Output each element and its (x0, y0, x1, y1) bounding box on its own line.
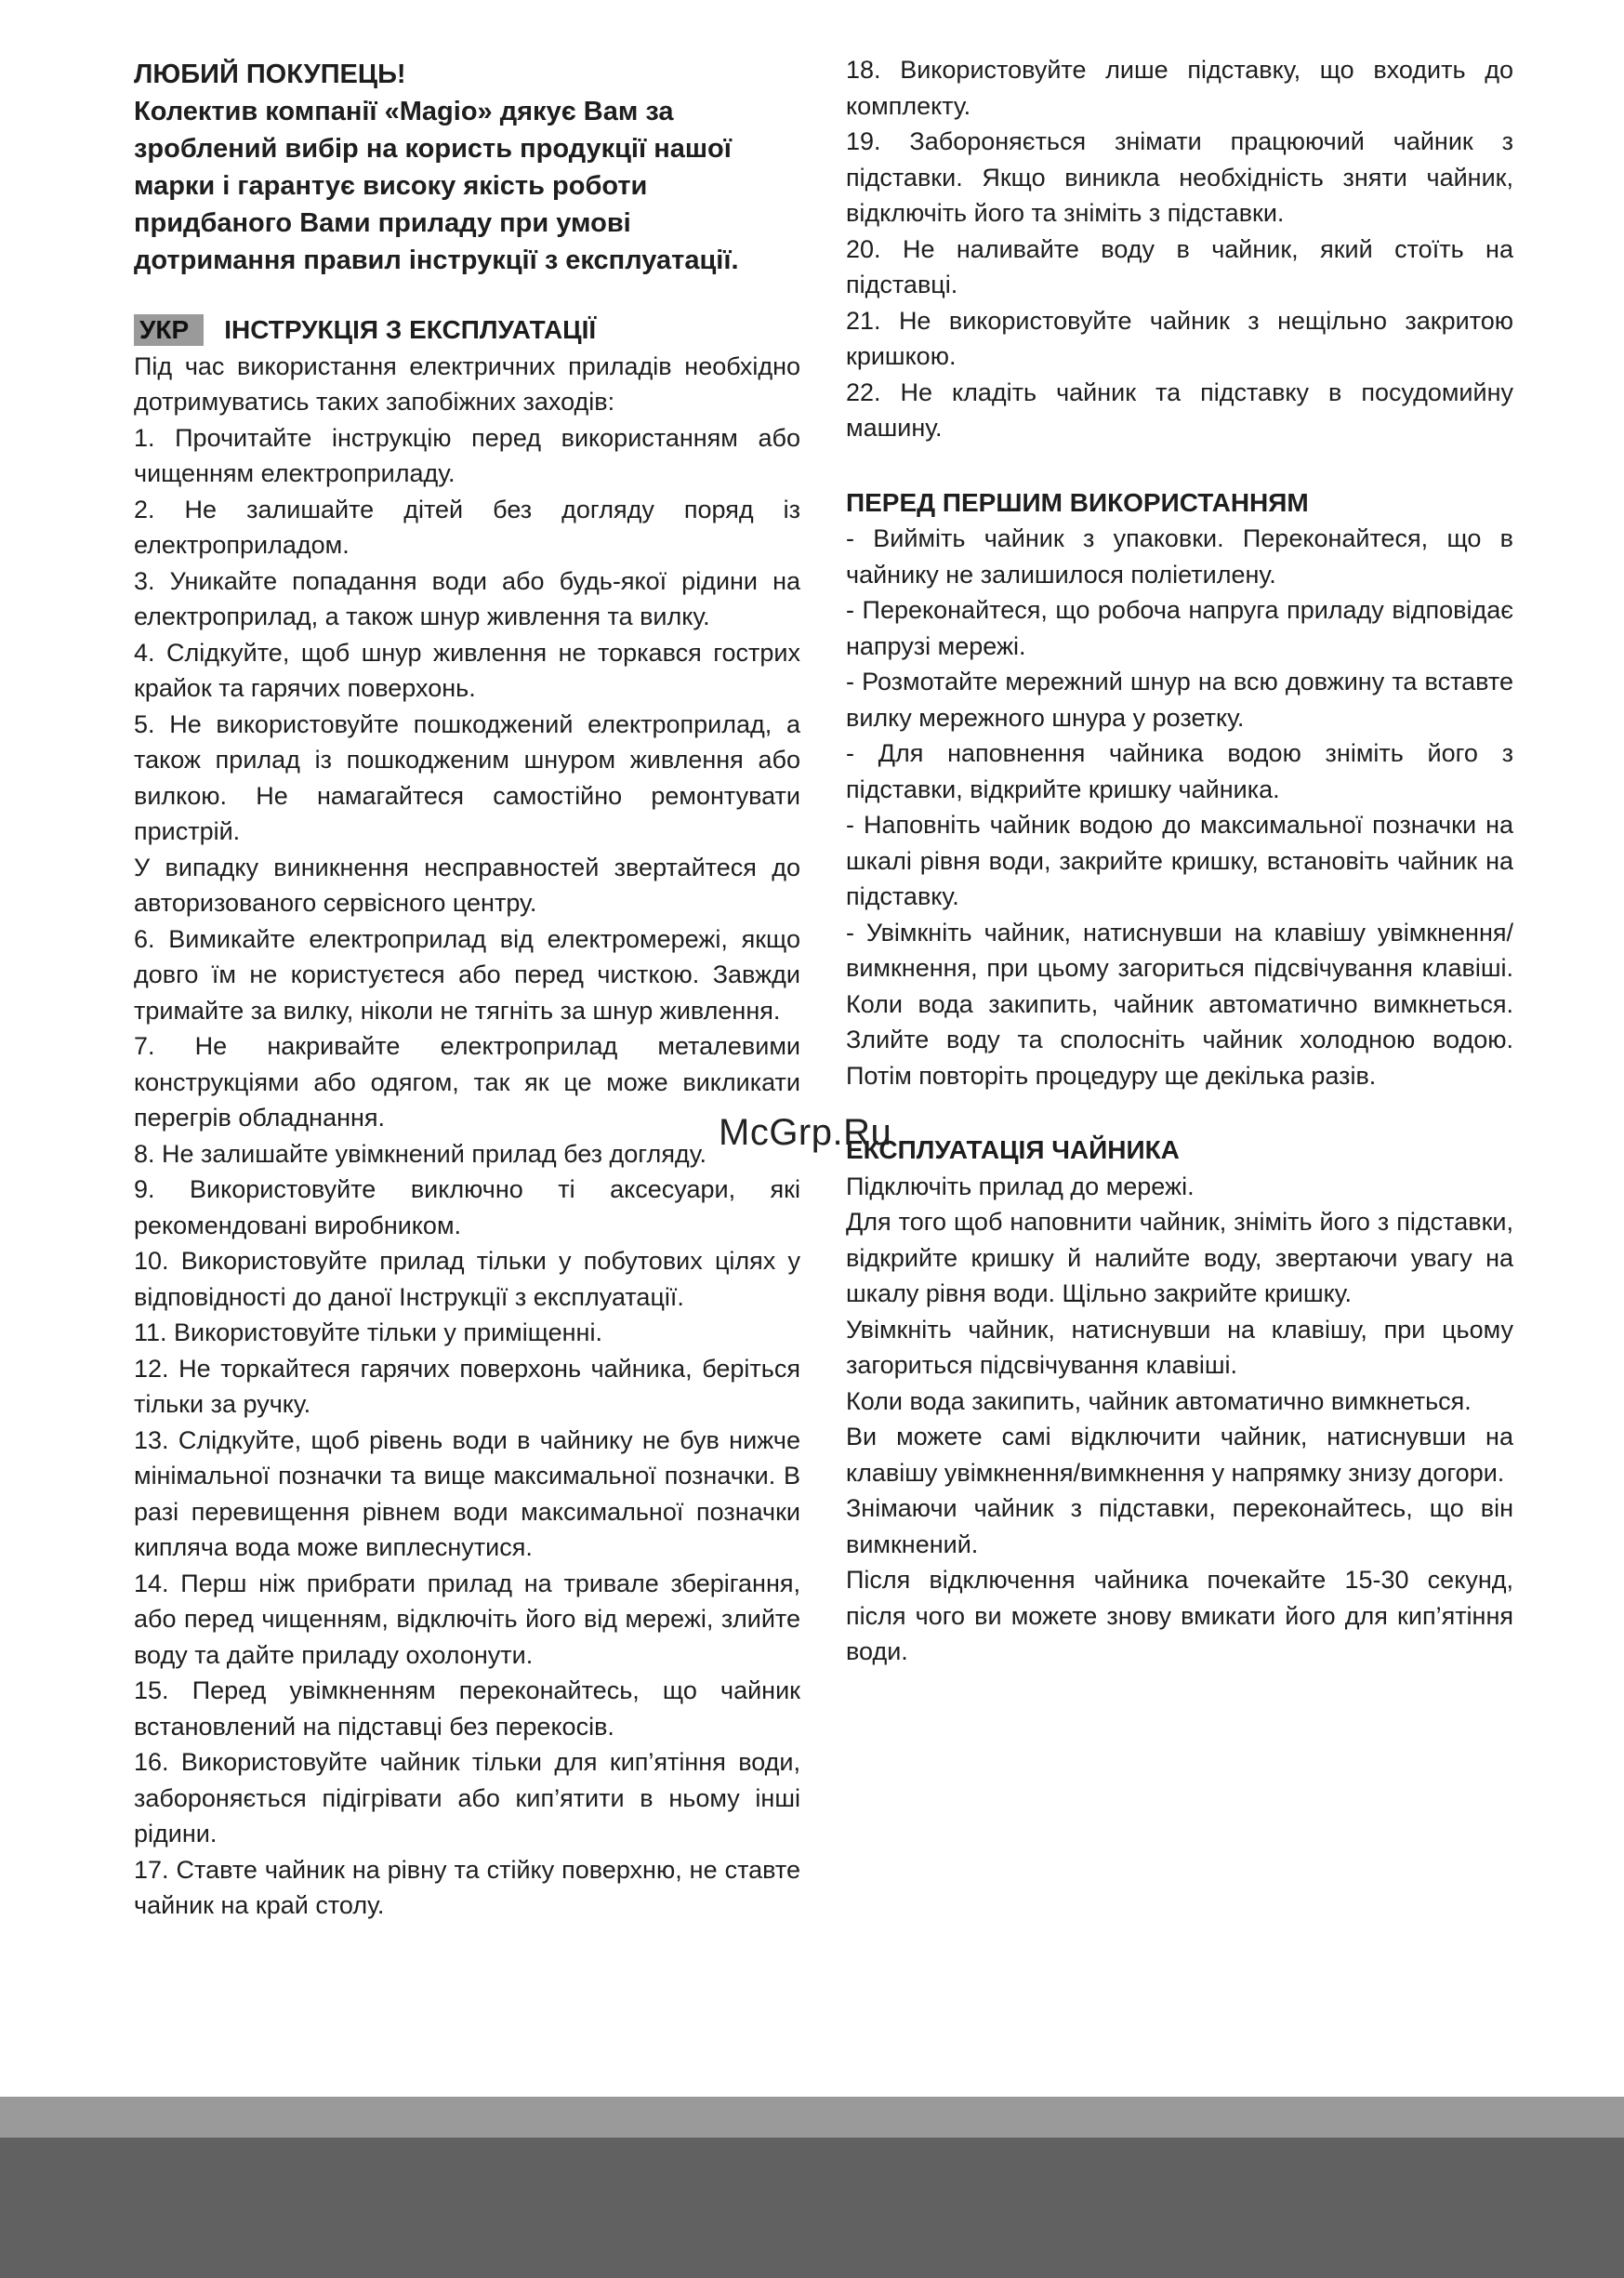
watermark-text: McGrp.Ru (719, 1112, 892, 1153)
greeting-block (134, 56, 800, 279)
operation-item: Ви можете самі відключити чайник, натиснувши на клавішу увімкнення/вимкнення у напрямку знизу догори. (846, 1423, 1513, 1487)
footer-band-light (0, 2097, 1624, 2138)
safety-item: 22. Не кладіть чайник та підставку в посудомийну машину. (846, 377, 1513, 442)
instructions-intro: Під час використання електричних приладів необхідно дотримуватись таких запобіжних заходів: (134, 351, 800, 416)
first-use-item: - Для наповнення чайника водою зніміть його з підставки, відкрийте кришку чайника. (846, 739, 1513, 803)
safety-item: 8. Не залишайте увімкнений прилад без догляду. (134, 1139, 706, 1168)
operation-item: Коли вода закипить, чайник автоматично вимкнеться. (846, 1386, 1472, 1415)
greeting-title: ЛЮБИЙ ПОКУПЕЦЬ! (134, 60, 406, 89)
greeting-text: Колектив компанії «Magio» дякує Вам за зроблений вибір на користь продукції нашої марки і гарантує високу якість роботи придбаного Вами приладу при умові дотримання правил інструкції з експлуатації. (134, 97, 739, 275)
safety-item: 10. Використовуйте прилад тільки у побутових цілях у відповідності до даної Інструкції з експлуатації. (134, 1247, 800, 1311)
first-use-item: - Увімкніть чайник, натиснувши на клавішу увімкнення/вимкнення, при цьому загориться підсвічування клавіші. Коли вода закипить, чайник автоматично вимкнеться. Злийте воду та сполосніть чайник холодною водою. Потім повторіть процедуру ще декілька разів. (846, 918, 1513, 1090)
safety-item: 5. Не використовуйте пошкоджений електроприлад, а також прилад із пошкодженим шнуром живлення або вилкою. Не намагайтеся самостійно ремонтувати пристрій. (134, 709, 800, 845)
operation-title: ЕКСПЛУАТАЦІЯ ЧАЙНИКА (846, 1135, 1180, 1164)
safety-item: 16. Використовуйте чайник тільки для кип’ятіння води, забороняється підігрівати або кип’ятити в ньому інші рідини. (134, 1748, 800, 1848)
safety-item: 15. Перед увімкненням переконайтесь, що чайник встановлений на підставці без перекосів. (134, 1676, 800, 1741)
safety-item: 21. Не використовуйте чайник з нещільно закритою кришкою. (846, 306, 1513, 370)
operation-item: Після відключення чайника почекайте 15-30 секунд, після чого ви можете знову вмикати його для кип’ятіння води. (846, 1566, 1513, 1665)
safety-item: 6. Вимикайте електроприлад від електромережі, якщо довго їм не користуєтеся або перед чисткою. Завжди тримайте за вилку, ніколи не тягніть за шнур живлення. (134, 924, 800, 1025)
safety-item: 11. Використовуйте тільки у приміщенні. (134, 1318, 602, 1346)
footer-band-dark (0, 2138, 1624, 2278)
safety-item: У випадку виникнення несправностей звертайтеся до авторизованого сервісного центру. (134, 853, 800, 917)
operation-item: Для того щоб наповнити чайник, зніміть його з підставки, відкрийте кришку й налийте воду, звертаючи увагу на шкалу рівня води. Щільно закрийте кришку. (846, 1208, 1513, 1307)
safety-item: 4. Слідкуйте, щоб шнур живлення не торкався гострих крайок та гарячих поверхонь. (134, 638, 800, 702)
safety-item: 14. Перш ніж прибрати прилад на тривале зберігання, або перед чищенням, відключіть його від мережі, злийте воду та дайте приладу охолонути. (134, 1569, 800, 1669)
safety-item: 12. Не торкайтеся гарячих поверхонь чайника, беріться тільки за ручку. (134, 1354, 800, 1418)
operation-item: Підключіть прилад до мережі. (846, 1172, 1195, 1200)
safety-item: 20. Не наливайте воду в чайник, який стоїть на підставці. (846, 234, 1513, 298)
safety-item: 18. Використовуйте лише підставку, що входить до комплекту. (846, 56, 1513, 120)
safety-item: 3. Уникайте попадання води або будь-якої рідини на електроприлад, а також шнур живлення та вилку. (134, 566, 800, 630)
first-use-item: - Наповніть чайник водою до максимальної позначки на шкалі рівня води, закрийте кришку, встановіть чайник на підставку. (846, 811, 1513, 910)
right-column (846, 52, 1513, 1670)
safety-item: 2. Не залишайте дітей без догляду поряд із електроприладом. (134, 495, 800, 559)
safety-item: 19. Забороняється знімати працюючий чайник з підставки. Якщо виникла необхідність зняти чайник, відключіть його та зніміть з підставки. (846, 127, 1513, 227)
safety-item: 17. Ставте чайник на рівну та стійку поверхню, не ставте чайник на край столу. (134, 1855, 800, 1919)
instructions-heading (134, 312, 800, 349)
first-use-item: - Розмотайте мережний шнур на всю довжину та вставте вилку мережного шнура у розетку. (846, 668, 1513, 732)
operation-item: Знімаючи чайник з підставки, переконайтесь, що він вимкнений. (846, 1494, 1513, 1558)
first-use-item: - Вийміть чайник з упаковки. Переконайтеся, що в чайнику не залишилося поліетилену. (846, 524, 1513, 589)
instructions-title: ІНСТРУКЦІЯ З ЕКСПЛУАТАЦІЇ (224, 315, 597, 344)
safety-item: 9. Використовуйте виключно ті аксесуари, які рекомендовані виробником. (134, 1175, 800, 1239)
operation-item: Увімкніть чайник, натиснувши на клавішу, при цьому загориться підсвічування клавіші. (846, 1315, 1513, 1379)
first-use-title: ПЕРЕД ПЕРШИМ ВИКОРИСТАННЯМ (846, 487, 1309, 517)
language-badge: УКР (134, 314, 204, 346)
first-use-item: - Переконайтеся, що робоча напруга приладу відповідає напрузі мережі. (846, 596, 1513, 660)
safety-item: 7. Не накривайте електроприлад металевими конструкціями або одягом, так як це може викликати перегрів обладнання. (134, 1032, 800, 1132)
safety-item: 13. Слідкуйте, щоб рівень води в чайнику не був нижче мінімальної позначки та вище максимальної позначки. В разі перевищення рівнем води максимальної позначки кипляча вода може виплеснутися. (134, 1425, 800, 1561)
left-column (134, 52, 800, 1924)
safety-item: 1. Прочитайте інструкцію перед використанням або чищенням електроприладу. (134, 423, 800, 487)
